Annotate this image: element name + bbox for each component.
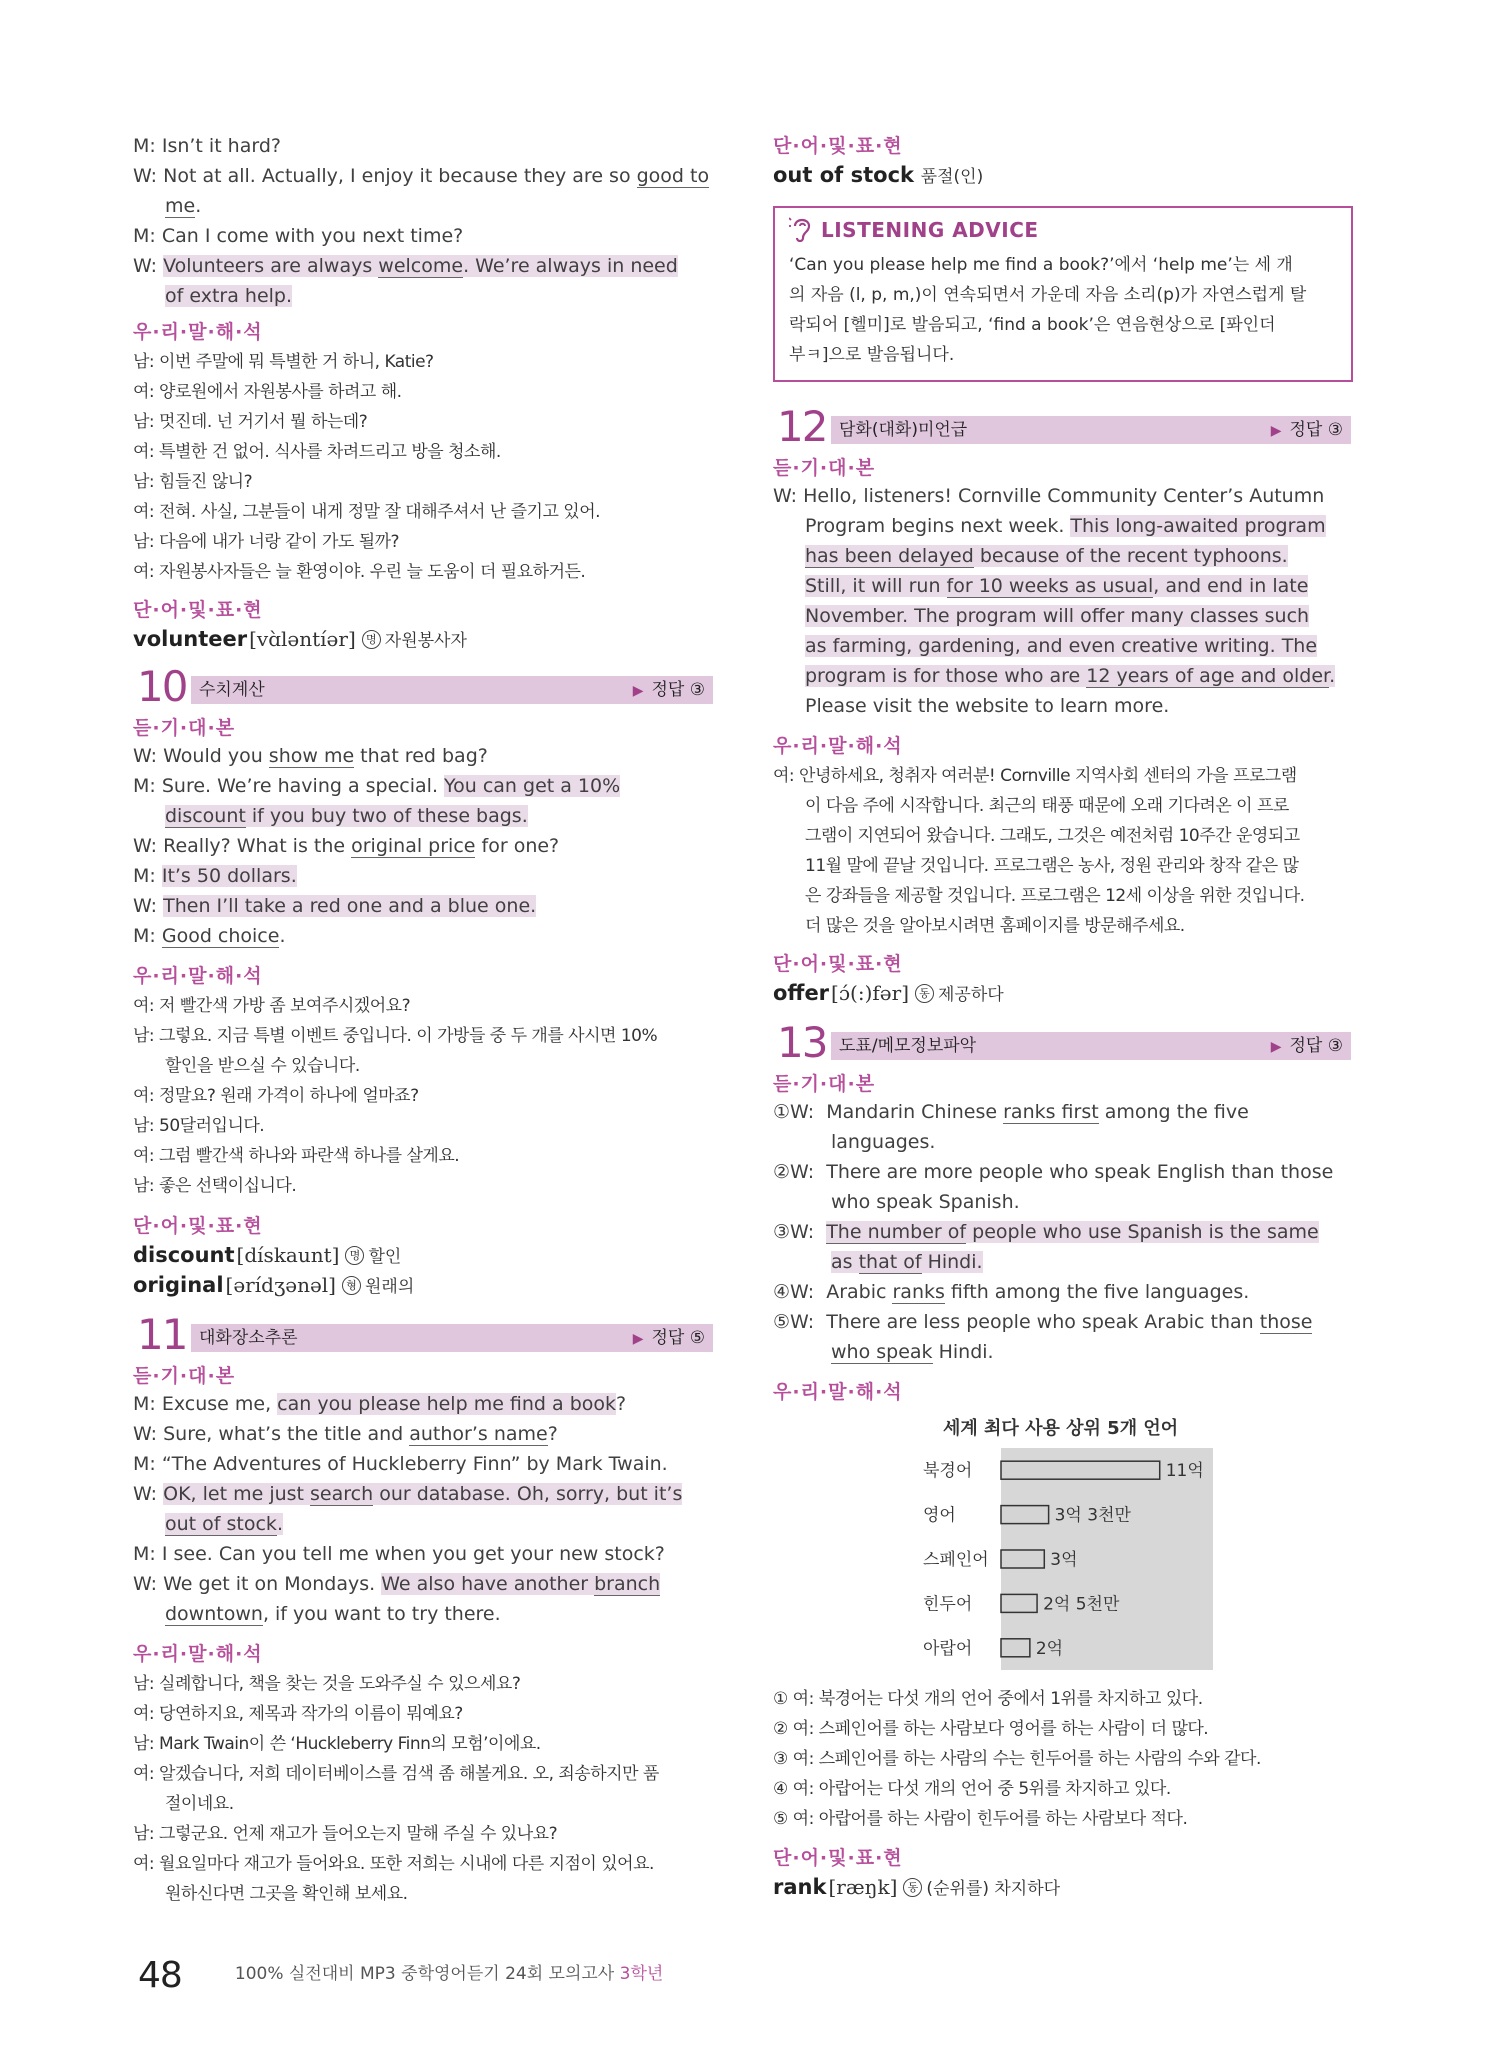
- translation-line: 할인을 받으실 수 있습니다.: [165, 1056, 360, 1076]
- dialog-line: M: Good choice.: [133, 925, 286, 947]
- dialog-line: me.: [165, 195, 202, 217]
- question-category: 도표/메모정보파악: [839, 1036, 977, 1056]
- advice-line: 부ㅋ]으로 발음됩니다.: [789, 345, 955, 365]
- translation-line: ① 여: 북경어는 다섯 개의 언어 중에서 1위를 차지하고 있다.: [773, 1689, 1203, 1709]
- question-10-header: [133, 662, 713, 711]
- vocab-heading: 단·어·및·표·현: [133, 599, 263, 621]
- dialog-line: Still, it will run for 10 weeks as usual, and end in late: [805, 575, 1309, 597]
- translation-line: 여: 정말요? 원래 가격이 하나에 얼마죠?: [133, 1086, 419, 1106]
- chart-bar: [1001, 1461, 1160, 1479]
- translation-heading: 우·리·말·해·석: [133, 321, 263, 343]
- vocab-entry: out of stock 품절(인): [773, 163, 984, 187]
- translation-line: 남: 그렇요. 지금 특별 이벤트 중입니다. 이 가방들 중 두 개를 사시면 10%: [133, 1026, 658, 1046]
- translation-line: 남: 50달러입니다.: [133, 1116, 265, 1136]
- script-heading: 듣·기·대·본: [773, 1073, 876, 1095]
- translation-line: ② 여: 스페인어를 하는 사람보다 영어를 하는 사람이 더 많다.: [773, 1719, 1209, 1739]
- translation-line: 남: 힘들진 않니?: [133, 472, 253, 492]
- translation-line: 여: 월요일마다 재고가 들어와요. 또한 저희는 시내에 다른 지점이 있어요.: [133, 1854, 654, 1874]
- dialog-line: Please visit the website to learn more.: [805, 695, 1170, 717]
- vocab-heading: 단·어·및·표·현: [133, 1215, 263, 1237]
- question-number: 13: [777, 1018, 827, 1067]
- chart-bar: [1001, 1550, 1044, 1568]
- translation-line: 절이네요.: [165, 1794, 234, 1814]
- dialog-line: ③W: The number of people who use Spanish is the same: [773, 1221, 1319, 1243]
- page-footer: [138, 1955, 663, 1996]
- dialog-line: November. The program will offer many classes such: [805, 605, 1310, 627]
- chart-value-label: 2억 5천만: [1043, 1594, 1120, 1615]
- dialog-line: M: Can I come with you next time?: [133, 225, 464, 247]
- question-11-header: [133, 1310, 713, 1359]
- translation-line: 그램이 지연되어 왔습니다. 그래도, 그것은 예전처럼 10주간 운영되고: [805, 826, 1300, 846]
- translation-line: 남: 좋은 선택이십니다.: [133, 1176, 297, 1196]
- translation-line: 남: 실례합니다, 책을 찾는 것을 도와주실 수 있으세요?: [133, 1674, 521, 1694]
- translation-heading: 우·리·말·해·석: [773, 735, 903, 757]
- dialog-line: of extra help.: [165, 285, 293, 307]
- translation-line: 여: 그럼 빨간색 하나와 파란색 하나를 살게요.: [133, 1146, 460, 1166]
- question-category: 담화(대화)미언급: [839, 420, 968, 440]
- question-category: 대화장소추론: [199, 1328, 298, 1348]
- question-12-header: [773, 402, 1351, 451]
- script-heading: 듣·기·대·본: [773, 457, 876, 479]
- question-bar: [831, 1032, 1351, 1060]
- dialog-line: out of stock.: [165, 1513, 283, 1535]
- answer-label: ▶ 정답 ③: [1270, 1036, 1343, 1056]
- dialog-line: W: Sure, what’s the title and author’s name?: [133, 1423, 558, 1445]
- vocab-heading: 단·어·및·표·현: [773, 953, 903, 975]
- dialog-line: languages.: [831, 1131, 936, 1153]
- triangle-icon: ▶: [1270, 423, 1282, 439]
- advice-title: LISTENING ADVICE: [789, 214, 1039, 249]
- translation-line: 여: 전혀. 사실, 그분들이 내게 정말 잘 대해주셔서 난 즐기고 있어.: [133, 502, 601, 522]
- translation-line: 여: 알겠습니다, 저희 데이터베이스를 검색 좀 해볼게요. 오, 죄송하지만 품: [133, 1764, 659, 1784]
- dialog-line: W: Really? What is the original price for one?: [133, 835, 560, 857]
- dialog-line: who speak Hindi.: [831, 1341, 994, 1363]
- dialog-line: downtown, if you want to try there.: [165, 1603, 501, 1625]
- translation-line: 남: Mark Twain이 쓴 ‘Huckleberry Finn의 모험’이에요.: [133, 1734, 541, 1754]
- question-number: 11: [137, 1310, 187, 1359]
- translation-line: 남: 다음에 내가 너랑 같이 가도 될까?: [133, 532, 400, 552]
- dialog-line: W: Then I’ll take a red one and a blue one.: [133, 895, 537, 917]
- dialog-line: M: “The Adventures of Huckleberry Finn” by Mark Twain.: [133, 1453, 668, 1475]
- vocab-entry: rank [ræŋk] 동 (순위를) 차지하다: [773, 1875, 1061, 1899]
- advice-line: ‘Can you please help me find a book?’에서 ‘help me’는 세 개: [789, 255, 1293, 275]
- vocab-entry: discount [dískaunt] 명 할인: [133, 1243, 402, 1267]
- script-heading: 듣·기·대·본: [133, 1365, 236, 1387]
- triangle-icon: ▶: [632, 1331, 644, 1347]
- translation-line: 여: 당연하지요, 제목과 작가의 이름이 뭐예요?: [133, 1704, 463, 1724]
- dialog-line: ⑤W: There are less people who speak Arabic than those: [773, 1311, 1313, 1333]
- chart-value-label: 11억: [1165, 1461, 1204, 1482]
- dialog-line: W: OK, let me just search our database. Oh, sorry, but it’s: [133, 1483, 683, 1505]
- vocab-heading: 단·어·및·표·현: [773, 135, 903, 157]
- translation-heading: 우·리·말·해·석: [773, 1381, 903, 1403]
- page-number: 48: [138, 1955, 182, 1996]
- vocab-entry: volunteer [vɑ̀ləntíər] 명 자원봉사자: [133, 627, 467, 651]
- dialog-line: M: I see. Can you tell me when you get your new stock?: [133, 1543, 665, 1565]
- ear-icon: [789, 214, 815, 249]
- dialog-line: M: Sure. We’re having a special. You can get a 10%: [133, 775, 621, 797]
- question-bar: [191, 676, 713, 704]
- advice-line: 의 자음 (l, p, m,)이 연속되면서 가운데 자음 소리(p)가 자연스럽게 탈: [789, 285, 1307, 305]
- translation-line: 여: 저 빨간색 가방 좀 보여주시겠어요?: [133, 996, 411, 1016]
- dialog-line: as farming, gardening, and even creative writing. The: [805, 635, 1318, 657]
- answer-label: ▶ 정답 ③: [632, 680, 705, 700]
- dialog-line: as that of Hindi.: [831, 1251, 983, 1273]
- chart-category-label: 스페인어: [923, 1550, 989, 1570]
- script-heading: 듣·기·대·본: [133, 717, 236, 739]
- translation-line: 여: 양로원에서 자원봉사를 하려고 해.: [133, 382, 402, 402]
- dialog-line: ①W: Mandarin Chinese ranks first among the five: [773, 1101, 1249, 1123]
- triangle-icon: ▶: [1270, 1039, 1282, 1055]
- chart-category-label: 북경어: [923, 1461, 973, 1482]
- book-title: 100% 실전대비 MP3 중학영어듣기 24회 모의고사 3학년: [234, 1964, 664, 1984]
- question-number: 12: [777, 402, 827, 451]
- dialog-line: W: Not at all. Actually, I enjoy it because they are so good to: [133, 165, 710, 187]
- chart-category-label: 영어: [923, 1505, 956, 1526]
- translation-line: 원하신다면 그곳을 확인해 보세요.: [165, 1884, 408, 1904]
- translation-line: 여: 특별한 건 없어. 식사를 차려드리고 방을 청소해.: [133, 442, 501, 462]
- language-bar-chart: [923, 1448, 1213, 1670]
- question-number: 10: [137, 662, 187, 711]
- chart-category-label: 힌두어: [923, 1594, 973, 1615]
- dialog-line: who speak Spanish.: [831, 1191, 1020, 1213]
- dialog-line: discount if you buy two of these bags.: [165, 805, 528, 827]
- translation-line: 남: 이번 주말에 뭐 특별한 거 하니, Katie?: [133, 352, 434, 372]
- translation-line: 은 강좌들을 제공할 것입니다. 프로그램은 12세 이상을 위한 것입니다.: [805, 886, 1305, 906]
- dialog-line: W: Volunteers are always welcome. We’re always in need: [133, 255, 678, 277]
- chart-title: 세계 최다 사용 상위 5개 언어: [943, 1418, 1179, 1439]
- dialog-line: W: Hello, listeners! Cornville Community Center’s Autumn: [773, 485, 1325, 507]
- answer-label: ▶ 정답 ③: [1270, 420, 1343, 440]
- translation-line: 남: 그렇군요. 언제 재고가 들어오는지 말해 주실 수 있나요?: [133, 1824, 558, 1844]
- chart-bar: [1001, 1594, 1037, 1612]
- dialog-line: M: Isn’t it hard?: [133, 135, 281, 157]
- translation-line: 남: 멋진데. 넌 거기서 뭘 하는데?: [133, 412, 368, 432]
- translation-line: 여: 자원봉사자들은 늘 환영이야. 우린 늘 도움이 더 필요하거든.: [133, 562, 586, 582]
- chart-value-label: 3억: [1050, 1550, 1078, 1570]
- chart-value-label: 3억 3천만: [1054, 1505, 1131, 1526]
- translation-line: 11월 말에 끝날 것입니다. 프로그램은 농사, 정원 관리와 창작 같은 많: [805, 856, 1299, 876]
- translation-line: 더 많은 것을 알아보시려면 홈페이지를 방문해주세요.: [805, 916, 1185, 936]
- question-13-header: [773, 1018, 1351, 1067]
- triangle-icon: ▶: [632, 683, 644, 699]
- dialog-line: M: Excuse me, can you please help me find a book?: [133, 1393, 627, 1415]
- chart-bar: [1001, 1506, 1049, 1524]
- dialog-line: program is for those who are 12 years of age and older.: [805, 665, 1336, 687]
- question-bar: [831, 416, 1351, 444]
- dialog-line: ④W: Arabic ranks fifth among the five languages.: [773, 1281, 1250, 1303]
- dialog-line: W: We get it on Mondays. We also have another branch: [133, 1573, 661, 1595]
- vocab-entry: offer [ɔ́(:)fər] 동 제공하다: [773, 981, 1004, 1005]
- advice-line: 락되어 [헬미]로 발음되고, ‘find a book’은 연음현상으로 [퐈인더: [789, 315, 1276, 335]
- translation-line: ③ 여: 스페인어를 하는 사람의 수는 힌두어를 하는 사람의 수와 같다.: [773, 1749, 1261, 1769]
- dialog-line: ②W: There are more people who speak English than those: [773, 1161, 1334, 1183]
- dialog-line: W: Would you show me that red bag?: [133, 745, 488, 767]
- question-category: 수치계산: [199, 680, 265, 700]
- vocab-heading: 단·어·및·표·현: [773, 1847, 903, 1869]
- listening-advice-box: [773, 206, 1353, 382]
- translation-heading: 우·리·말·해·석: [133, 965, 263, 987]
- answer-label: ▶ 정답 ⑤: [632, 1328, 705, 1348]
- chart-bar: [1001, 1639, 1030, 1657]
- translation-heading: 우·리·말·해·석: [133, 1643, 263, 1665]
- translation-line: ⑤ 여: 아랍어를 하는 사람이 힌두어를 하는 사람보다 적다.: [773, 1809, 1188, 1829]
- translation-line: 여: 안녕하세요, 청취자 여러분! Cornville 지역사회 센터의 가을 프로그램: [773, 766, 1297, 786]
- dialog-line: M: It’s 50 dollars.: [133, 865, 297, 887]
- dialog-line: Program begins next week. This long-awaited program: [805, 515, 1326, 537]
- translation-line: ④ 여: 아랍어는 다섯 개의 언어 중 5위를 차지하고 있다.: [773, 1779, 1171, 1799]
- chart-category-label: 아랍어: [923, 1638, 973, 1659]
- vocab-entry: original [ərídʒənəl] 형 원래의: [133, 1273, 415, 1297]
- question-bar: [191, 1324, 713, 1352]
- dialog-line: has been delayed because of the recent typhoons.: [805, 545, 1288, 567]
- translation-line: 이 다음 주에 시작합니다. 최근의 태풍 때문에 오래 기다려온 이 프로: [805, 796, 1289, 816]
- chart-value-label: 2억: [1035, 1638, 1064, 1659]
